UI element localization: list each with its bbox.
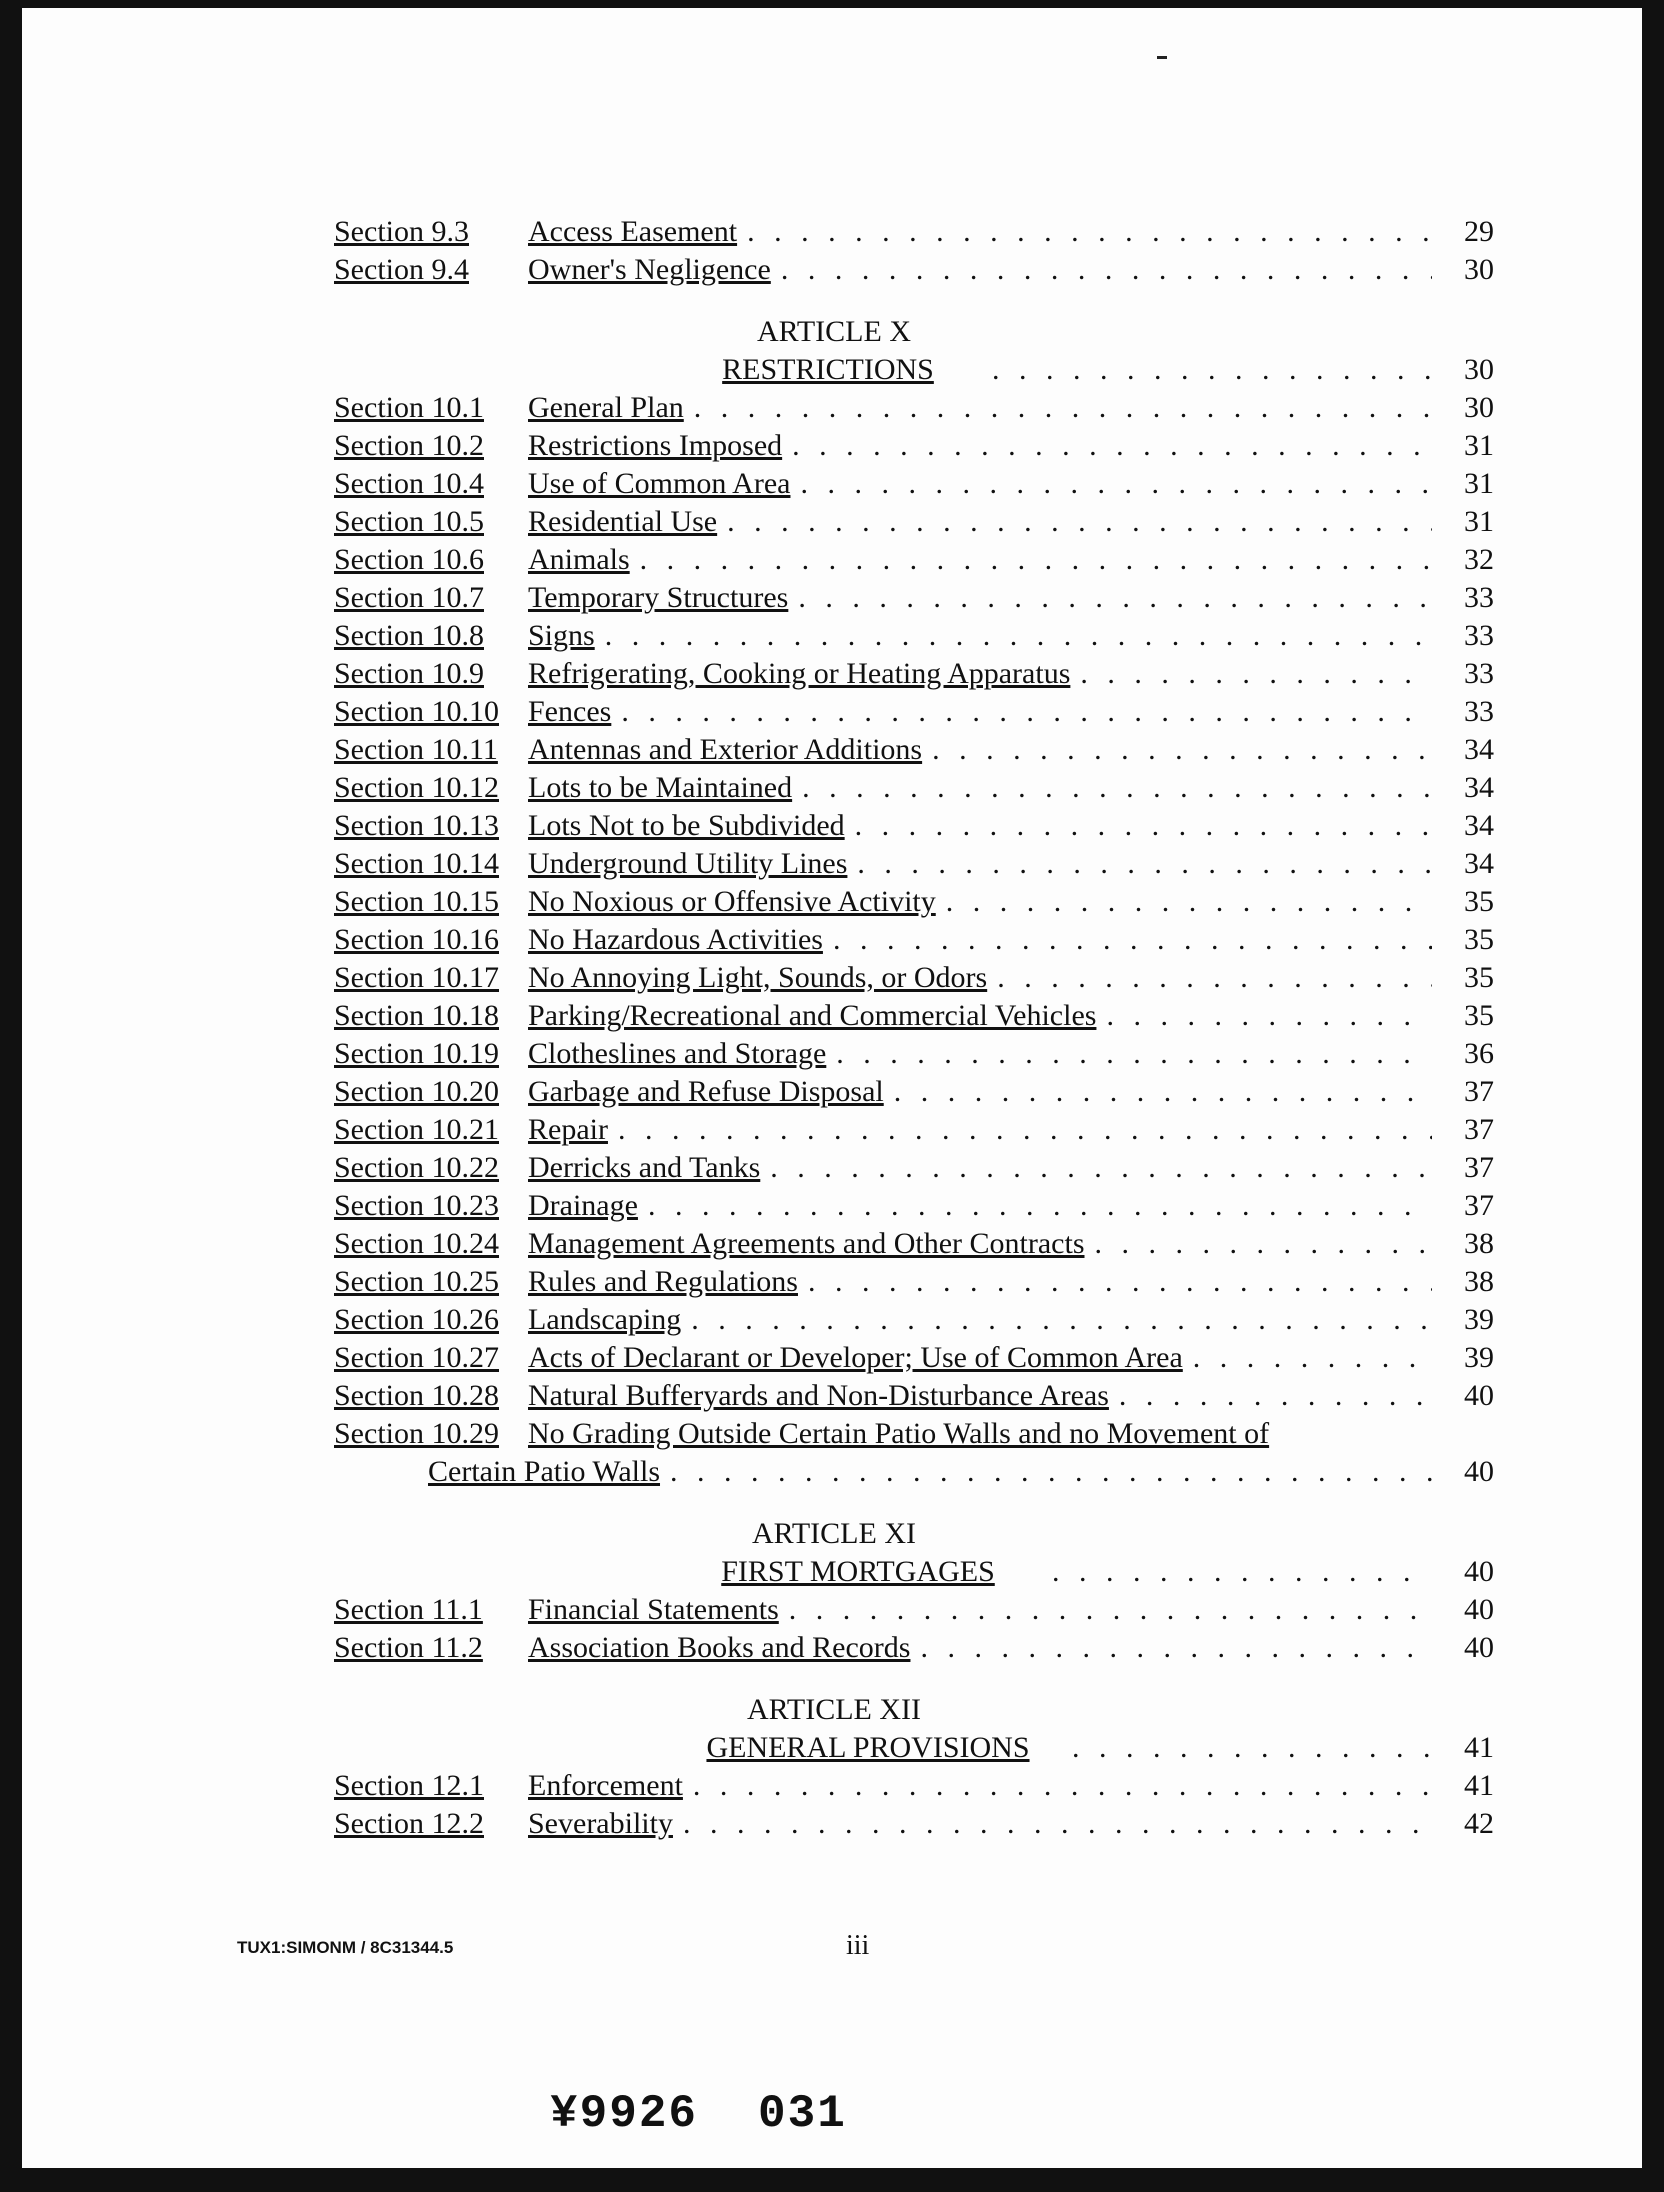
page-number: 35	[1464, 961, 1494, 994]
section-title: Landscaping	[528, 1303, 682, 1336]
dot-leader	[747, 213, 1432, 251]
section-title: Parking/Recreational and Commercial Vehicles	[528, 999, 1097, 1032]
section-number: Section 10.26	[334, 1303, 499, 1336]
toc-entry	[334, 389, 1494, 427]
section-title: Antennas and Exterior Additions	[528, 733, 923, 766]
dot-leader	[1106, 997, 1432, 1035]
section-title: Severability	[528, 1807, 673, 1840]
page-number: 34	[1464, 809, 1494, 842]
article-title: FIRST MORTGAGES	[721, 1555, 995, 1588]
section-number: Section 12.2	[334, 1807, 484, 1840]
toc-entry	[334, 1187, 1494, 1225]
toc-entry	[334, 1073, 1494, 1111]
toc-entry	[334, 769, 1494, 807]
article-title-row	[334, 351, 1494, 389]
dot-leader	[836, 1035, 1432, 1073]
page-number: 32	[1464, 543, 1494, 576]
dot-leader	[894, 1073, 1432, 1111]
toc-entry	[334, 1111, 1494, 1149]
toc-entry	[334, 1767, 1494, 1805]
page-number: 39	[1464, 1303, 1494, 1336]
page-number: 29	[1464, 215, 1494, 248]
dot-leader	[640, 541, 1432, 579]
dot-leader	[691, 1301, 1432, 1339]
section-number: Section 10.5	[334, 505, 484, 538]
dot-leader	[670, 1453, 1432, 1491]
section-title: Signs	[528, 619, 595, 652]
section-title: Lots Not to be Subdivided	[528, 809, 845, 842]
page-number: 31	[1464, 467, 1494, 500]
dot-leader	[946, 883, 1432, 921]
page-number: 33	[1464, 657, 1494, 690]
section-number: Section 10.11	[334, 733, 498, 766]
toc-entry	[334, 251, 1494, 289]
page-number: 42	[1464, 1807, 1494, 1840]
page-number: 34	[1464, 771, 1494, 804]
section-number: Section 10.23	[334, 1189, 499, 1222]
dot-leader	[920, 1629, 1432, 1667]
toc-top-group	[334, 213, 1494, 289]
section-number: Section 10.14	[334, 847, 499, 880]
toc-entry	[334, 1301, 1494, 1339]
toc-entry	[334, 503, 1494, 541]
toc-entry	[334, 1377, 1494, 1415]
page-number: 40	[1464, 1379, 1494, 1412]
section-number: Section 10.28	[334, 1379, 499, 1412]
section-number: Section 10.18	[334, 999, 499, 1032]
section-number: Section 10.10	[334, 695, 499, 728]
dot-leader	[605, 617, 1432, 655]
page-number: 40	[1464, 1631, 1494, 1664]
dot-leader	[621, 693, 1432, 731]
dot-leader	[1095, 1225, 1433, 1263]
toc-entry	[334, 579, 1494, 617]
toc-entry	[334, 693, 1494, 731]
section-title: Temporary Structures	[528, 581, 789, 614]
article-title-row	[334, 1729, 1494, 1767]
dot-leader	[808, 1263, 1432, 1301]
page-number: 33	[1464, 695, 1494, 728]
section-title: Repair	[528, 1113, 608, 1146]
article-title-row	[334, 1553, 1494, 1591]
page-number: 37	[1464, 1075, 1494, 1108]
toc-entry	[334, 1225, 1494, 1263]
section-number: Section 10.16	[334, 923, 499, 956]
page-number: 37	[1464, 1189, 1494, 1222]
dot-leader	[800, 465, 1432, 503]
section-number: Section 10.13	[334, 809, 499, 842]
article-xi	[334, 1515, 1494, 1667]
toc-entry	[334, 807, 1494, 845]
section-title: Natural Bufferyards and Non-Disturbance Areas	[528, 1379, 1109, 1412]
section-number: Section 10.4	[334, 467, 484, 500]
section-number: Section 10.27	[334, 1341, 499, 1374]
section-title: No Noxious or Offensive Activity	[528, 885, 936, 918]
dot-leader	[798, 579, 1432, 617]
section-title: Garbage and Refuse Disposal	[528, 1075, 884, 1108]
dot-leader	[1080, 655, 1432, 693]
section-number: Section 10.17	[334, 961, 499, 994]
section-number: Section 12.1	[334, 1769, 484, 1802]
dot-leader	[694, 389, 1432, 427]
section-number: Section 10.15	[334, 885, 499, 918]
toc-entry	[334, 845, 1494, 883]
page-number: 35	[1464, 885, 1494, 918]
section-number: Section 10.19	[334, 1037, 499, 1070]
dot-leader	[932, 731, 1432, 769]
section-title: No Annoying Light, Sounds, or Odors	[528, 961, 988, 994]
section-number: Section 10.8	[334, 619, 484, 652]
page-number: 30	[1464, 391, 1494, 424]
page-number: 34	[1464, 847, 1494, 880]
bates-left: ¥9926	[550, 2088, 699, 2140]
page-number: 41	[1464, 1769, 1494, 1802]
section-title: Rules and Regulations	[528, 1265, 798, 1298]
dot-leader	[1119, 1377, 1432, 1415]
dot-leader	[997, 959, 1432, 997]
dot-leader	[693, 1767, 1432, 1805]
section-number: Section 11.1	[334, 1593, 483, 1626]
section-title: Acts of Declarant or Developer; Use of Common Area	[528, 1341, 1183, 1374]
section-title: Animals	[528, 543, 630, 576]
toc-entry	[334, 731, 1494, 769]
section-title: Restrictions Imposed	[528, 429, 783, 462]
page-number: 40	[1464, 1555, 1494, 1588]
dot-leader	[789, 1591, 1432, 1629]
dot-leader	[802, 769, 1432, 807]
toc-entry	[334, 1629, 1494, 1667]
page-number: 38	[1464, 1265, 1494, 1298]
section-title: No Hazardous Activities	[528, 923, 823, 956]
page-number: 30	[1464, 253, 1494, 286]
section-number: Section 10.7	[334, 581, 484, 614]
section-title: Lots to be Maintained	[528, 771, 793, 804]
toc-entry	[334, 1339, 1494, 1377]
page-number: 37	[1464, 1151, 1494, 1184]
dot-leader	[792, 427, 1432, 465]
toc-entry	[334, 997, 1494, 1035]
article-heading: ARTICLE XI	[751, 1517, 916, 1550]
section-title: Financial Statements	[528, 1593, 779, 1626]
toc-entry	[334, 427, 1494, 465]
section-title: Clotheslines and Storage	[528, 1037, 827, 1070]
dot-leader	[1052, 1553, 1432, 1591]
toc-entry	[334, 1149, 1494, 1187]
dot-leader	[648, 1187, 1432, 1225]
section-number: Section 10.29	[334, 1417, 499, 1450]
section-title: Use of Common Area	[528, 467, 791, 500]
dot-leader	[781, 251, 1432, 289]
scan-speck	[1157, 56, 1167, 59]
toc-entry	[334, 655, 1494, 693]
section-title: General Plan	[528, 391, 684, 424]
page-number: 33	[1464, 581, 1494, 614]
section-title: No Grading Outside Certain Patio Walls and no Movement of	[528, 1417, 1270, 1450]
page-roman-numeral: iii	[846, 1930, 870, 1961]
page-number: 33	[1464, 619, 1494, 652]
dot-leader	[857, 845, 1432, 883]
toc-entry	[334, 921, 1494, 959]
toc-entry	[334, 1035, 1494, 1073]
section-title: Residential Use	[528, 505, 718, 538]
toc-entry	[334, 1591, 1494, 1629]
dot-leader	[1072, 1729, 1432, 1767]
section-number: Section 10.22	[334, 1151, 499, 1184]
article-x-sections	[334, 389, 1494, 1415]
section-number: Section 11.2	[334, 1631, 483, 1664]
section-title: Underground Utility Lines	[528, 847, 848, 880]
section-title: Management Agreements and Other Contracts	[528, 1227, 1085, 1260]
section-number: Section 9.3	[334, 215, 469, 248]
section-number: Section 10.24	[334, 1227, 499, 1260]
dot-leader	[727, 503, 1432, 541]
article-x	[334, 313, 1494, 1491]
section-number: Section 10.1	[334, 391, 484, 424]
page-number: 30	[1464, 353, 1494, 386]
section-number: Section 10.2	[334, 429, 484, 462]
page-number: 38	[1464, 1227, 1494, 1260]
document-id: TUX1:SIMONM / 8C31344.5	[237, 1938, 454, 1957]
toc-entry	[334, 1805, 1494, 1843]
section-title: Derricks and Tanks	[528, 1151, 761, 1184]
section-title: Access Easement	[528, 215, 738, 248]
section-title: Refrigerating, Cooking or Heating Apparatus	[528, 657, 1071, 690]
toc-entry	[334, 617, 1494, 655]
toc-entry	[334, 213, 1494, 251]
section-number: Section 9.4	[334, 253, 469, 286]
section-number: Section 10.25	[334, 1265, 499, 1298]
dot-leader	[683, 1805, 1432, 1843]
section-number: Section 10.12	[334, 771, 499, 804]
toc-entry	[334, 465, 1494, 503]
toc-entry	[334, 883, 1494, 921]
dot-leader	[992, 351, 1432, 389]
section-title-continued: Certain Patio Walls	[428, 1455, 661, 1488]
article-title: RESTRICTIONS	[722, 353, 934, 386]
page-number: 31	[1464, 429, 1494, 462]
page-number: 37	[1464, 1113, 1494, 1146]
toc-entry-continuation	[334, 1453, 1494, 1491]
toc-entry	[334, 959, 1494, 997]
section-number: Section 10.6	[334, 543, 484, 576]
toc-entry	[334, 1263, 1494, 1301]
page-number: 31	[1464, 505, 1494, 538]
bates-number	[550, 2088, 847, 2140]
article-title: GENERAL PROVISIONS	[706, 1731, 1030, 1764]
page-number: 40	[1464, 1455, 1494, 1488]
dot-leader	[833, 921, 1432, 959]
page-number: 41	[1464, 1731, 1494, 1764]
article-xii	[334, 1691, 1494, 1843]
dot-leader	[618, 1111, 1432, 1149]
toc-entry	[334, 1415, 1494, 1453]
page-number: 34	[1464, 733, 1494, 766]
dot-leader	[1193, 1339, 1432, 1377]
section-number: Section 10.21	[334, 1113, 499, 1146]
article-heading: ARTICLE XII	[747, 1693, 921, 1726]
dot-leader	[770, 1149, 1432, 1187]
article-heading: ARTICLE X	[756, 315, 911, 348]
section-title: Enforcement	[528, 1769, 683, 1802]
bates-right: 031	[758, 2088, 847, 2140]
document-page	[22, 8, 1642, 2168]
section-title: Fences	[528, 695, 612, 728]
page-number: 39	[1464, 1341, 1494, 1374]
section-title: Association Books and Records	[528, 1631, 911, 1664]
toc-entry	[334, 541, 1494, 579]
page-number: 40	[1464, 1593, 1494, 1626]
page-number: 35	[1464, 923, 1494, 956]
section-number: Section 10.9	[334, 657, 484, 690]
section-number: Section 10.20	[334, 1075, 499, 1108]
dot-leader	[855, 807, 1432, 845]
section-title: Drainage	[528, 1189, 638, 1222]
section-title: Owner's Negligence	[528, 253, 771, 286]
page-number: 35	[1464, 999, 1494, 1032]
table-of-contents	[334, 213, 1494, 1843]
page-number: 36	[1464, 1037, 1494, 1070]
